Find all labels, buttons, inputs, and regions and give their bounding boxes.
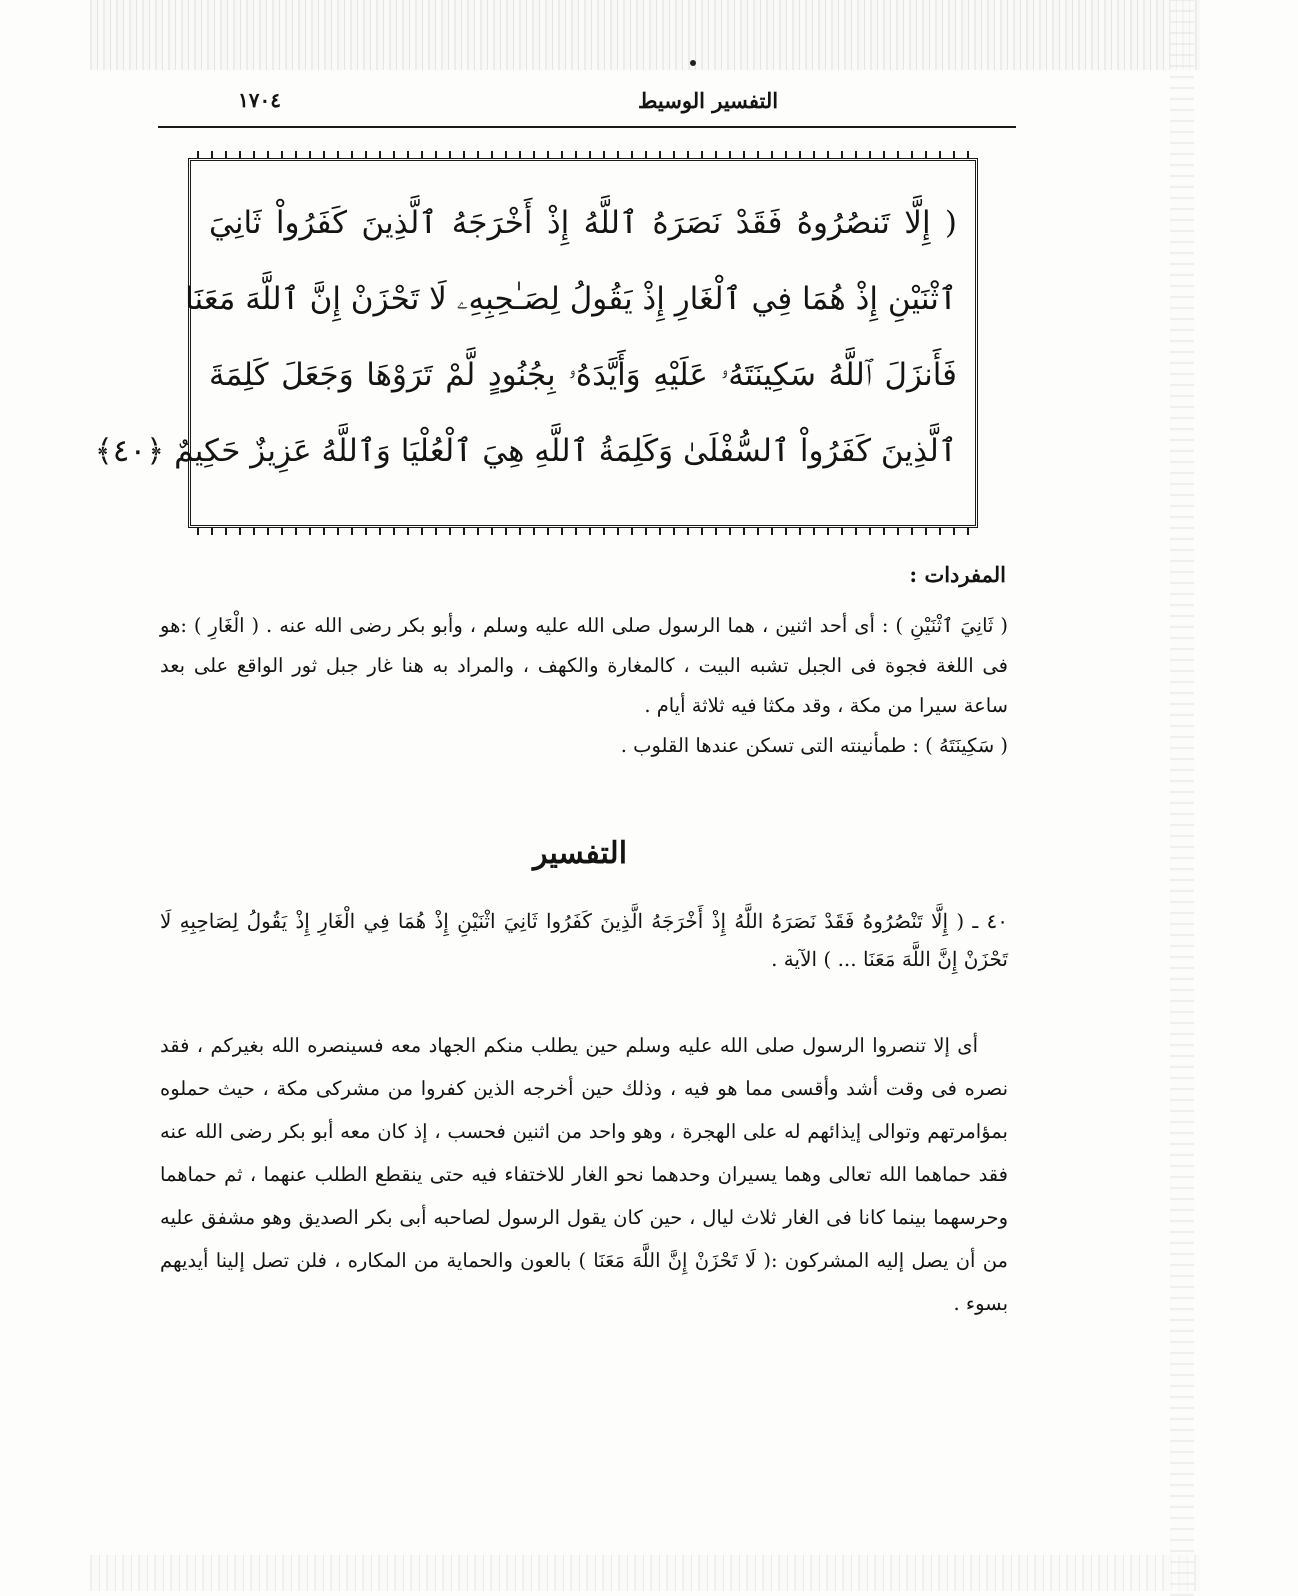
tafsir-heading: التفسير [532,836,628,871]
vocabulary-heading: المفردات : [909,562,1006,587]
verse-line: ٱثْنَيْنِ إِذْ هُمَا فِي ٱلْغَارِ إِذْ يَقُولُ لِصَـٰحِبِهِۦ لَا تَحْزَنْ إِنَّ ٱللَّهَ مَعَنَا [185,281,957,317]
ornamental-border-bottom [191,527,975,535]
verse-quote-text: ٤٠ ـ ( إِلَّا تَنْصُرُوهُ فَقَدْ نَصَرَهُ اللَّهُ إِذْ أَخْرَجَهُ الَّذِينَ كَفَرُوا ثَانِيَ اثْنَيْنِ إِذْ هُمَا فِي الْغَارِ إِذْ يَقُولُ لِصَاحِبِهِ لَا تَحْزَنْ إِنَّ اللَّهَ مَعَنَا ... ) الآية . [160,909,1008,971]
tafsir-commentary [160,1024,1008,1325]
page-number: ١٧٠٤ [238,88,281,112]
verse-line: فَأَنزَلَ ٱللَّهُ سَكِينَتَهُۥ عَلَيْهِ وَأَيَّدَهُۥ بِجُنُودٍ لَّمْ تَرَوْهَا وَجَعَلَ كَلِمَةَ [209,357,957,393]
verse-line: ( إِلَّا تَنصُرُوهُ فَقَدْ نَصَرَهُ ٱللَّهُ إِذْ أَخْرَجَهُ ٱلَّذِينَ كَفَرُواْ ثَانِيَ [209,205,957,241]
quran-verse-text [94,185,957,489]
ink-dot [690,60,696,66]
running-header [158,88,1016,128]
tafsir-verse-quote [160,902,1008,978]
vocabulary-paragraph: ( ثَانِيَ ٱثْنَيْنِ ) : أى أحد اثنين ، هما الرسول صلى الله عليه وسلم ، وأبو بكر رضى الله عنه . ( الْغَارِ ) :هو فى اللغة فجوة فى الجبل تشبه البيت ، كالمغارة والكهف ، والمراد به هنا غار جبل ثور الواقع على بعد ساعة سيرا من مكة ، وقد مكثا فيه ثلاثة أيام . [160,614,1008,717]
vocabulary-section [160,606,1008,766]
book-title: التفسير الوسيط [638,88,779,113]
verse-line: ٱلَّذِينَ كَفَرُواْ ٱلسُّفْلَىٰ وَكَلِمَةُ ٱللَّهِ هِيَ ٱلْعُلْيَا وَٱللَّهُ عَزِيزٌ حَكِيمٌ ﴿٤٠﴾ [94,433,957,469]
vocabulary-paragraph: ( سَكِينَتَهُ ) : طمأنينته التى تسكن عندها القلوب . [620,734,1008,757]
commentary-paragraph: أى إلا تنصروا الرسول صلى الله عليه وسلم حين يطلب منكم الجهاد معه فسينصره الله بغيركم ، فقد نصره فى وقت أشد وأقسى مما هو فيه ، وذلك حين أخرجه الذين كفروا من مشركى مكة ، حيث حملوه بمؤامرتهم وتوالى إيذائهم له على الهجرة ، وهو واحد من اثنين فحسب ، إذ كان معه أبو بكر رضى الله عنه فقد حماهما الله تعالى وهما يسيران وحدهما نحو الغار للاختفاء فيه حتى ينقطع الطلب عنهما ، ثم حماهما وحرسهما بينما كانا فى الغار ثلاث ليال ، حين كان يقول الرسول لصاحبه أبى بكر الصديق وهو مشفق عليه من أن يصل إليه المشركون :( لَا تَحْزَنْ إِنَّ اللَّهَ مَعَنَا ) بالعون والحماية من المكاره ، فلن تصل إلينا أيديهم بسوء . [160,1034,1008,1315]
quran-verse-frame [94,158,978,528]
ornamental-border-top [191,151,975,159]
